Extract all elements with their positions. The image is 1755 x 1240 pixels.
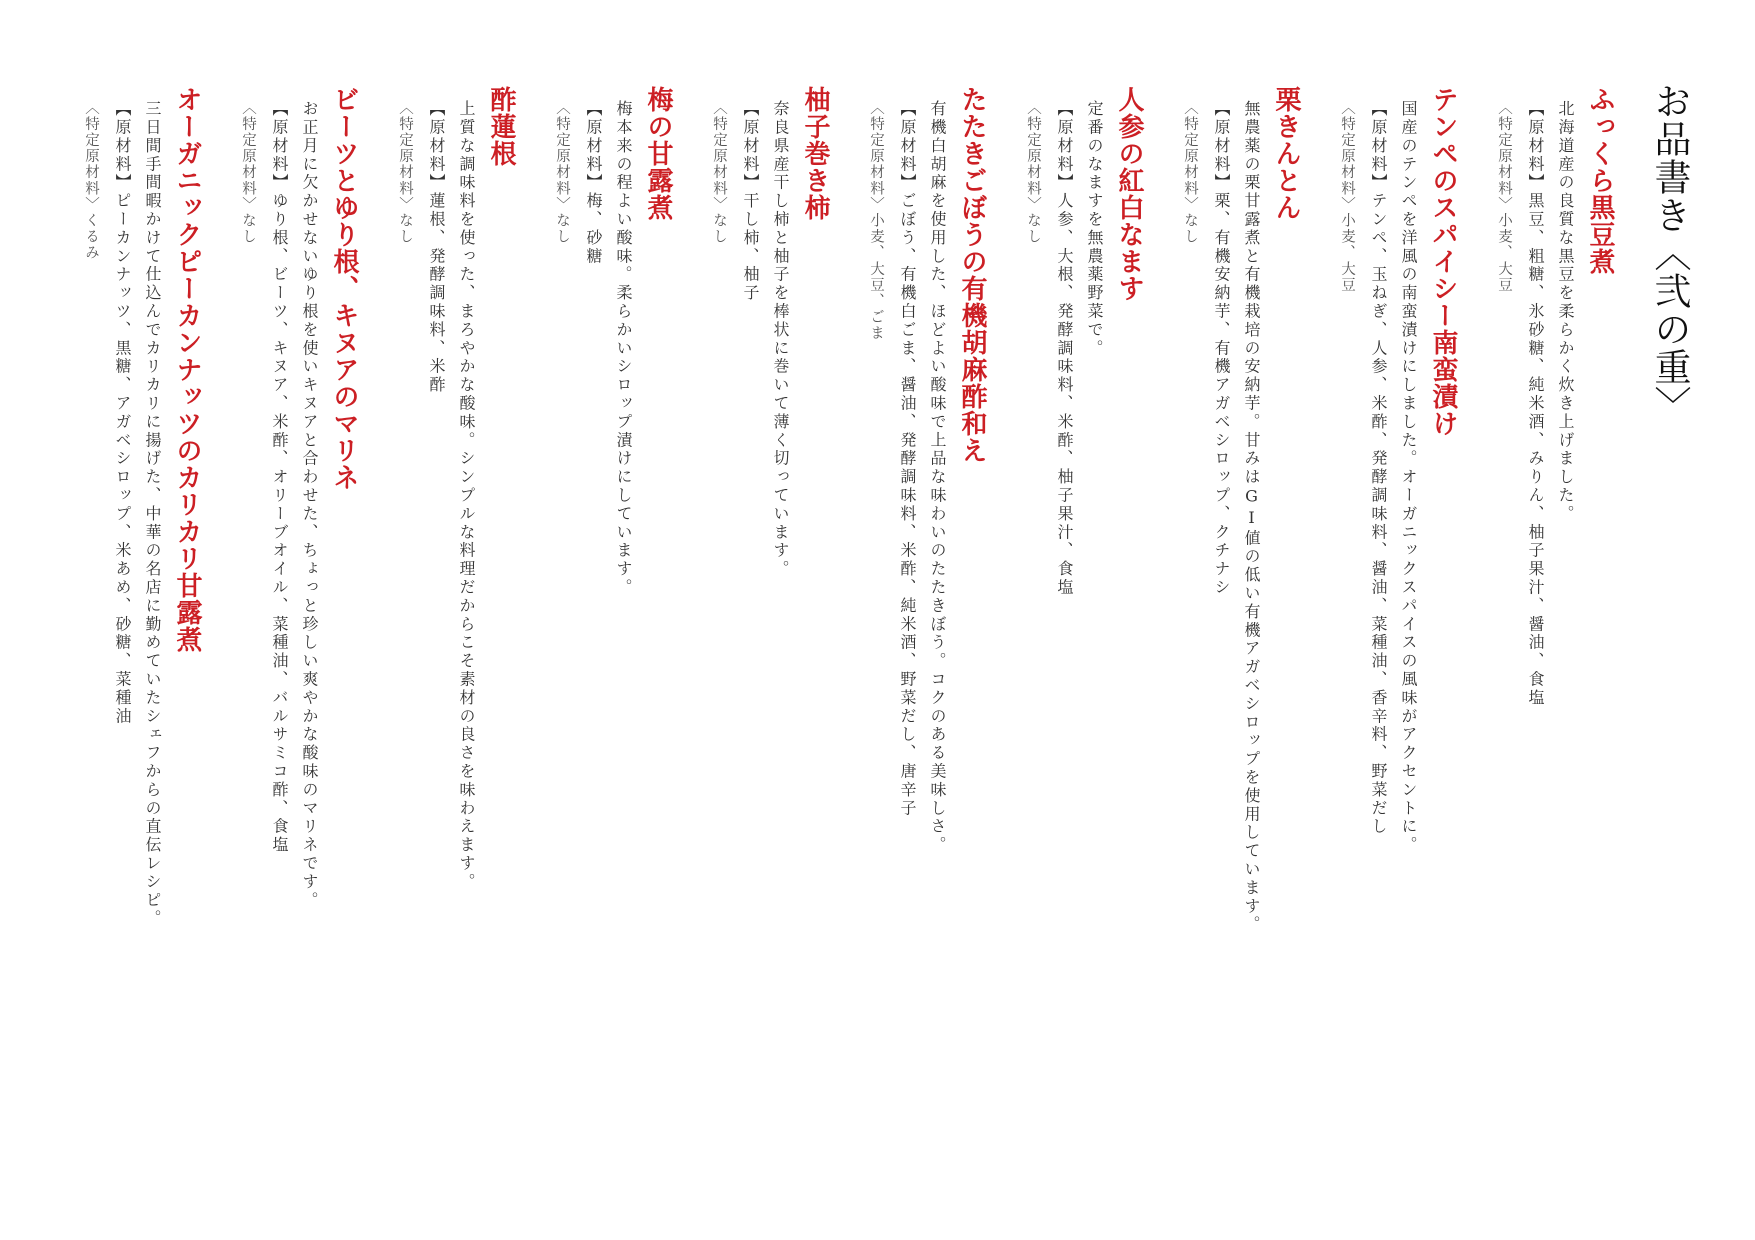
dish-ingredients: 【原材料】栗、有機安納芋、有機アガベシロップ、クチナシ [1212, 100, 1231, 597]
dish-description: 無農薬の栗甘露煮と有機栽培の安納芋。甘みはGI値の低い有機アガベシロップを使用しています。 [1242, 100, 1261, 934]
dish-title: ふっくら黒豆煮 [1585, 86, 1615, 275]
dish-allergens: 〈特定原材料〉なし [554, 100, 570, 245]
dish-description: お正月に欠かせないゆり根を使いキヌアと合わせた、ちょっと珍しい爽やかな酸味のマリネです。 [300, 100, 319, 910]
dish-title: ビーツとゆり根、キヌアのマリネ [329, 86, 359, 491]
dish-ingredients: 【原材料】干し柿、柚子 [741, 100, 760, 303]
dish-description: 定番のなますを無農薬野菜で。 [1085, 100, 1104, 358]
dish-title: 栗きんとん [1271, 86, 1301, 221]
dish-title: たたきごぼうの有機胡麻酢和え [957, 86, 987, 464]
dish-title: テンペのスパイシー南蛮漬け [1428, 86, 1458, 437]
dish-title: 人参の紅白なます [1114, 86, 1144, 302]
dish-title: 酢蓮根 [486, 86, 516, 167]
dish-ingredients: 【原材料】ごぼう、有機白ごま、醤油、発酵調味料、米酢、純米酒、野菜だし、唐辛子 [898, 100, 917, 818]
dish-description: 北海道産の良質な黒豆を柔らかく炊き上げました。 [1556, 100, 1575, 524]
dish-description: 有機白胡麻を使用した、ほどよい酸味で上品な味わいのたたきぼう。コクのある美味しさ。 [928, 100, 947, 855]
dish-allergens: 〈特定原材料〉なし [711, 100, 727, 245]
dish-allergens: 〈特定原材料〉なし [240, 100, 256, 245]
dish-description: 上質な調味料を使った、まろやかな酸味。シンプルな料理だからこそ素材の良さを味わえます。 [457, 100, 476, 892]
dish-description: 国産のテンペを洋風の南蛮漬けにしました。オーガニックスパイスの風味がアクセントに。 [1399, 100, 1418, 855]
dish-title: 柚子巻き柿 [800, 86, 830, 221]
dish-allergens: 〈特定原材料〉小麦、大豆 [1339, 100, 1355, 294]
dish-ingredients: 【原材料】テンペ、玉ねぎ、人参、米酢、発酵調味料、醤油、菜種油、香辛料、野菜だし [1369, 100, 1388, 836]
dish-allergens: 〈特定原材料〉なし [1025, 100, 1041, 245]
dish-description: 三日間手間暇かけて仕込んでカリカリに揚げた、中華の名店に勤めていたシェフからの直伝レシピ。 [143, 100, 162, 928]
dish-allergens: 〈特定原材料〉小麦、大豆、ごま [868, 100, 884, 342]
dish-description: 梅本来の程よい酸味。柔らかいシロップ漬けにしています。 [614, 100, 633, 597]
dish-description: 奈良県産干し柿と柚子を棒状に巻いて薄く切っています。 [771, 100, 790, 579]
dish-allergens: 〈特定原材料〉なし [1182, 100, 1198, 245]
dish-ingredients: 【原材料】梅、砂糖 [584, 100, 603, 266]
dish-ingredients: 【原材料】蓮根、発酵調味料、米酢 [427, 100, 446, 395]
dish-title: オーガニックピーカンナッツのカリカリ甘露煮 [172, 86, 202, 653]
dish-ingredients: 【原材料】黒豆、粗糖、氷砂糖、純米酒、みりん、柚子果汁、醤油、食塩 [1526, 100, 1545, 708]
dish-title: 梅の甘露煮 [643, 86, 673, 221]
dish-ingredients: 【原材料】ピーカンナッツ、黒糖、アガベシロップ、米あめ、砂糖、菜種油 [113, 100, 132, 726]
page-title: お品書き〈弐の重〉 [1648, 82, 1691, 424]
dish-ingredients: 【原材料】ゆり根、ビーツ、キヌア、米酢、オリーブオイル、菜種油、バルサミコ酢、食塩 [270, 100, 289, 855]
dish-allergens: 〈特定原材料〉くるみ [83, 100, 99, 261]
dish-allergens: 〈特定原材料〉なし [397, 100, 413, 245]
dish-ingredients: 【原材料】人参、大根、発酵調味料、米酢、柚子果汁、食塩 [1055, 100, 1074, 597]
dish-allergens: 〈特定原材料〉小麦、大豆 [1496, 100, 1512, 294]
